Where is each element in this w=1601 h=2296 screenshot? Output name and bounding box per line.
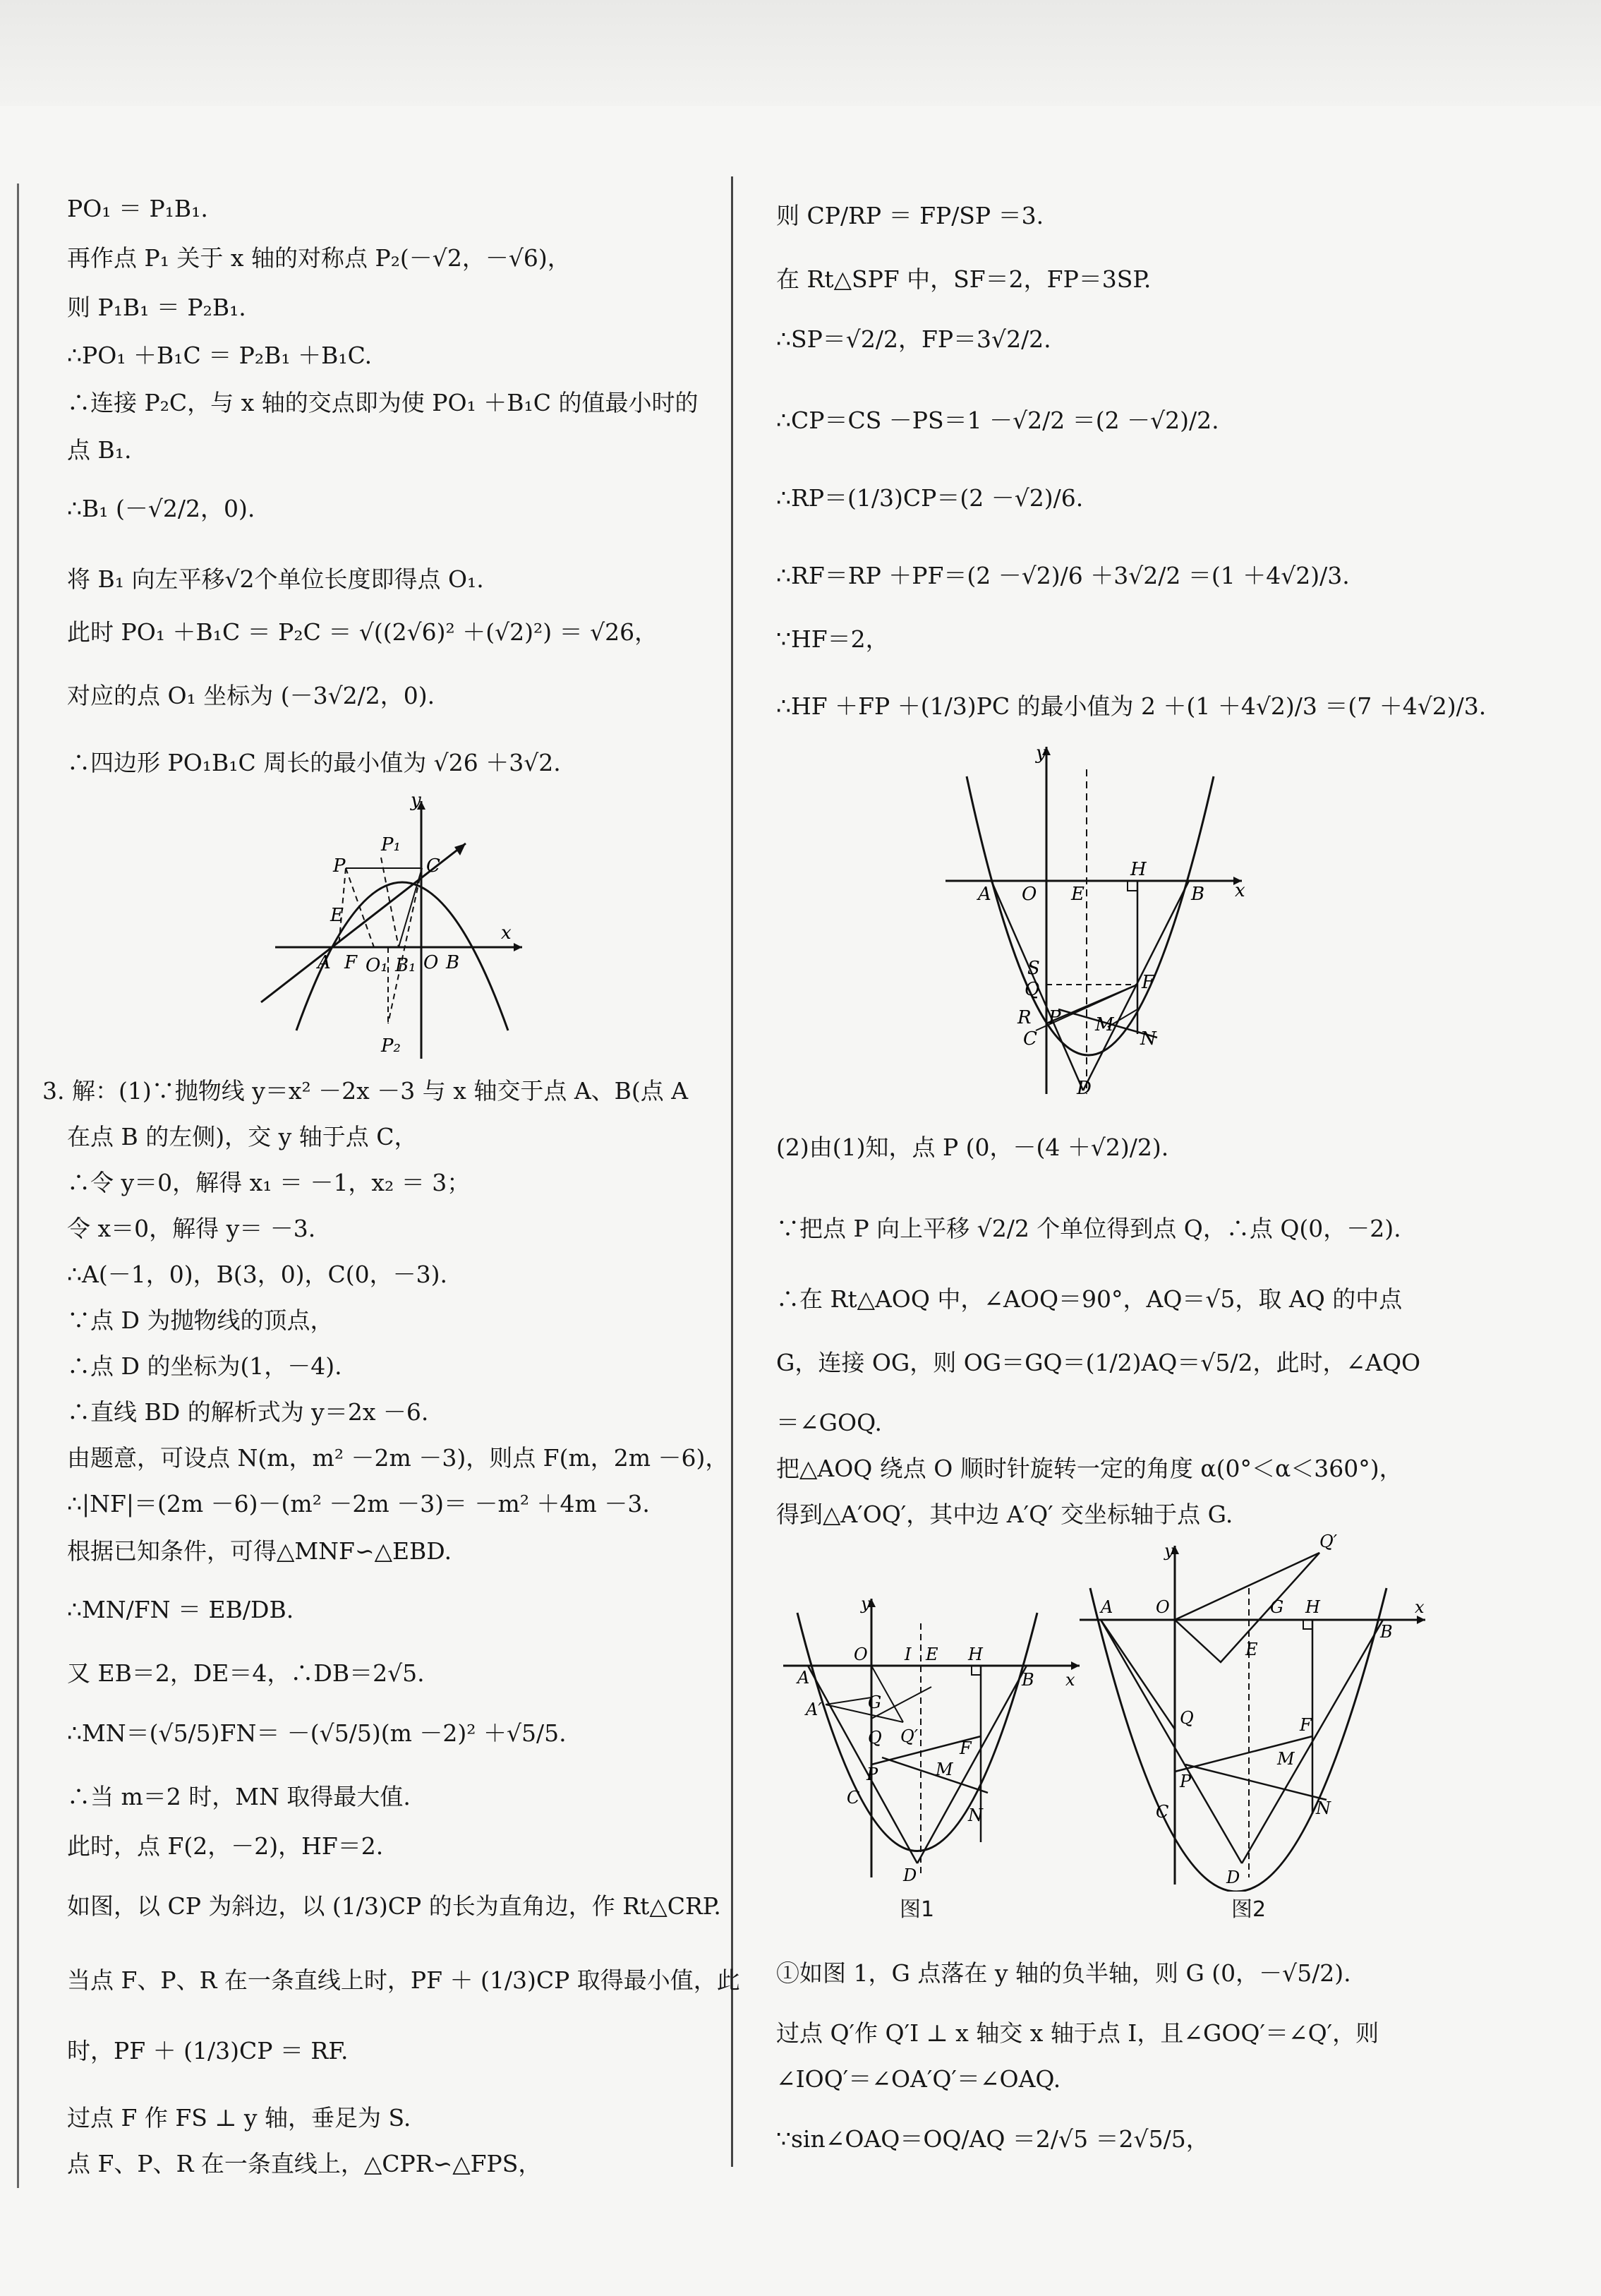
fig-label: B (446, 952, 460, 973)
fig-label: E (1071, 884, 1085, 905)
fig-label: D (903, 1865, 917, 1885)
text-line: PO₁ ＝ P₁B₁. (67, 195, 208, 222)
figure-parabola-pentagon (254, 791, 536, 1069)
fig-label: O (1022, 884, 1037, 905)
figure-1 (776, 1581, 1101, 1901)
text-line: 点 B₁. (67, 436, 132, 464)
fig-label: O₁ (365, 955, 388, 976)
text-line: 对应的点 O₁ 坐标为 (－3√2/2，0). (67, 682, 435, 709)
text-line: 如图，以 CP 为斜边，以 (1/3)CP 的长为直角边，作 Rt△CRP. (67, 1892, 721, 1920)
text-line: ∴令 y＝0，解得 x₁ ＝ －1，x₂ ＝ 3； (67, 1169, 471, 1196)
fig-label: G (1270, 1597, 1284, 1617)
text-line: ∴PO₁ ＋B₁C ＝ P₂B₁ ＋B₁C. (67, 342, 373, 369)
fig-label: G (868, 1693, 882, 1712)
text-line: 3. 解：(1)∵抛物线 y＝x² －2x －3 与 x 轴交于点 A、B(点 A (42, 1077, 689, 1105)
fig-label: A (978, 884, 991, 905)
text-line: ∴MN＝(√5/5)FN＝ －(√5/5)(m －2)² ＋√5/5. (67, 1719, 567, 1747)
fig-label: H (1305, 1597, 1320, 1617)
figure-1-caption: 图1 (900, 1897, 935, 1922)
fig-label: F (1142, 972, 1155, 993)
fig-label: A′ (806, 1700, 822, 1719)
fig-label: R (1017, 1007, 1032, 1028)
fig-label: P₂ (381, 1035, 401, 1057)
fig-label: S (1027, 958, 1040, 979)
text-line: 则 CP/RP ＝ FP/SP ＝3. (776, 202, 1044, 229)
text-line: ①如图 1，G 点落在 y 轴的负半轴，则 G (0，－√5/2). (776, 1959, 1351, 1987)
fig-label: O (854, 1645, 868, 1664)
text-line: 此时 PO₁ ＋B₁C ＝ P₂C ＝ √((2√6)² ＋(√2)²) ＝ √26， (67, 618, 658, 646)
text-line: (2)由(1)知，点 P (0，－(4 ＋√2)/2). (776, 1134, 1169, 1161)
text-line: ∴连接 P₂C，与 x 轴的交点即为使 PO₁ ＋B₁C 的值最小时的 (67, 389, 699, 416)
text-line: 过点 Q′作 Q′I ⊥ x 轴交 x 轴于点 I，且∠GOQ′＝∠Q′，则 (776, 2019, 1379, 2047)
text-line: ∠IOQ′＝∠OA′Q′＝∠OAQ. (776, 2065, 1061, 2093)
figure-2-caption: 图2 (1231, 1897, 1267, 1922)
text-line: ∴CP＝CS －PS＝1 －√2/2 ＝(2 －√2)/2. (776, 407, 1219, 434)
text-line: 点 F、P、R 在一条直线上，△CPR∽△FPS， (67, 2150, 542, 2177)
figure-2 (1073, 1532, 1439, 1894)
text-line: ∵sin∠OAQ＝OQ/AQ ＝2/√5 ＝2√5/5， (776, 2125, 1209, 2153)
fig-label: B (1191, 884, 1205, 905)
text-line: ∴|NF|＝(2m －6)－(m² －2m －3)＝ －m² ＋4m －3. (67, 1490, 650, 1517)
fig-label: C (1156, 1802, 1169, 1822)
fig-label: E (1245, 1640, 1258, 1659)
text-line: 当点 F、P、R 在一条直线上时，PF ＋ (1/3)CP 取得最小值，此 (67, 1966, 740, 1994)
fig-label: x (1235, 880, 1245, 901)
text-line: 又 EB＝2，DE＝4，∴DB＝2√5. (67, 1659, 425, 1687)
fig-label: D (1077, 1078, 1092, 1099)
fig-label: B (1022, 1670, 1034, 1690)
fig-label: P (1180, 1772, 1192, 1791)
text-line: 根据已知条件，可得△MNF∽△EBD. (67, 1537, 452, 1565)
text-line: G，连接 OG，则 OG＝GQ＝(1/2)AQ＝√5/2，此时，∠AQO (776, 1349, 1421, 1376)
scan-top-band (0, 0, 1601, 106)
fig-label: y (1164, 1541, 1174, 1561)
text-line: ∴点 D 的坐标为(1，－4). (67, 1352, 342, 1380)
text-line: ∵点 D 为抛物线的顶点， (67, 1306, 334, 1334)
text-line: 在点 B 的左侧)，交 y 轴于点 C， (67, 1123, 418, 1150)
fig-label: C (1023, 1028, 1037, 1050)
fig-label: Q (1180, 1708, 1194, 1728)
fig-label: x (501, 922, 512, 944)
fig-label: Q (1025, 979, 1040, 1000)
fig-label: H (1130, 859, 1147, 880)
fig-label: Q′ (900, 1726, 919, 1746)
text-line: ＝∠GOQ. (776, 1409, 882, 1436)
text-line: ∴RF＝RP ＋PF＝(2 －√2)/6 ＋3√2/2 ＝(1 ＋4√2)/3. (776, 562, 1350, 589)
fig-label: E (330, 905, 344, 926)
text-line: 此时，点 F(2，－2)，HF＝2. (67, 1832, 384, 1860)
fig-label: I (905, 1645, 912, 1664)
fig-label: x (1415, 1597, 1425, 1617)
text-line: ∴A(－1，0)，B(3，0)，C(0，－3). (67, 1261, 448, 1288)
text-line: ∴MN/FN ＝ EB/DB. (67, 1596, 294, 1623)
fig-label: y (861, 1594, 871, 1613)
fig-label: y (1036, 743, 1046, 764)
text-line: ∴当 m＝2 时，MN 取得最大值. (67, 1783, 411, 1810)
text-line: ∴直线 BD 的解析式为 y＝2x －6. (67, 1398, 429, 1426)
fig-label: P (866, 1765, 878, 1784)
fig-label: P (1049, 1007, 1061, 1028)
text-line: ∵把点 P 向上平移 √2/2 个单位得到点 Q，∴点 Q(0，－2). (776, 1215, 1401, 1242)
fig-label: P (333, 855, 346, 877)
fig-label: H (968, 1645, 983, 1664)
text-line: 把△AOQ 绕点 O 顺时针旋转一定的角度 α(0°＜α＜360°)， (776, 1455, 1403, 1482)
fig-label: B₁ (395, 955, 416, 976)
fig-label: C (847, 1788, 860, 1808)
fig-label: x (1065, 1670, 1075, 1690)
text-line: 过点 F 作 FS ⊥ y 轴，垂足为 S. (67, 2104, 411, 2132)
text-line: 则 P₁B₁ ＝ P₂B₁. (67, 294, 246, 321)
fig-label: M (936, 1760, 953, 1779)
fig-label: A (318, 952, 331, 973)
text-line: 由题意，可设点 N(m，m² －2m －3)，则点 F(m，2m －6)， (67, 1444, 729, 1472)
text-line: ∴在 Rt△AOQ 中，∠AOQ＝90°，AQ＝√5，取 AQ 的中点 (776, 1285, 1403, 1313)
fig-label: O (1156, 1597, 1170, 1617)
fig-label: N (968, 1805, 983, 1825)
figure-parabola-rtcrp (938, 741, 1270, 1104)
fig-label: N (1316, 1798, 1331, 1818)
fig-label: Q′ (1319, 1532, 1338, 1551)
column-divider (731, 176, 733, 2167)
text-line: ∴RP＝(1/3)CP＝(2 －√2)/6. (776, 484, 1084, 512)
fig-label: M (1277, 1749, 1295, 1769)
text-line: 再作点 P₁ 关于 x 轴的对称点 P₂(－√2，－√6)， (67, 244, 571, 272)
text-line: ∴SP＝√2/2，FP＝3√2/2. (776, 325, 1051, 353)
fig-label: Q (868, 1728, 882, 1748)
fig-label: F (1300, 1715, 1312, 1735)
fig-label: D (1226, 1868, 1240, 1887)
text-line: 令 x＝0，解得 y＝ －3. (67, 1215, 316, 1242)
fig-label: A (797, 1668, 810, 1688)
fig-label: F (960, 1738, 972, 1758)
fig-label: M (1095, 1014, 1114, 1035)
text-line: 将 B₁ 向左平移√2个单位长度即得点 O₁. (67, 565, 484, 593)
fig-label: O (423, 952, 439, 973)
fig-label: C (426, 855, 440, 877)
text-line: ∴B₁ (－√2/2，0). (67, 495, 255, 522)
fig-label: N (1140, 1028, 1156, 1050)
text-line: 在 Rt△SPF 中，SF＝2，FP＝3SP. (776, 265, 1152, 293)
fig-label: P₁ (381, 834, 401, 855)
fig-label: F (344, 952, 358, 973)
fig-label: B (1380, 1622, 1393, 1642)
text-line: 得到△A′OQ′，其中边 A′Q′ 交坐标轴于点 G. (776, 1501, 1233, 1528)
text-line: ∵HF＝2， (776, 625, 889, 653)
fig-label: A (1101, 1597, 1113, 1617)
margin-line (17, 184, 19, 2188)
fig-label: E (926, 1645, 938, 1664)
text-line: ∴四边形 PO₁B₁C 周长的最小值为 √26 ＋3√2. (67, 749, 561, 776)
text-line: 时，PF ＋ (1/3)CP ＝ RF. (67, 2037, 349, 2064)
text-line: ∴HF ＋FP ＋(1/3)PC 的最小值为 2 ＋(1 ＋4√2)/3 ＝(7 ＋4√2)/3. (776, 692, 1487, 720)
fig-label: y (411, 791, 421, 811)
